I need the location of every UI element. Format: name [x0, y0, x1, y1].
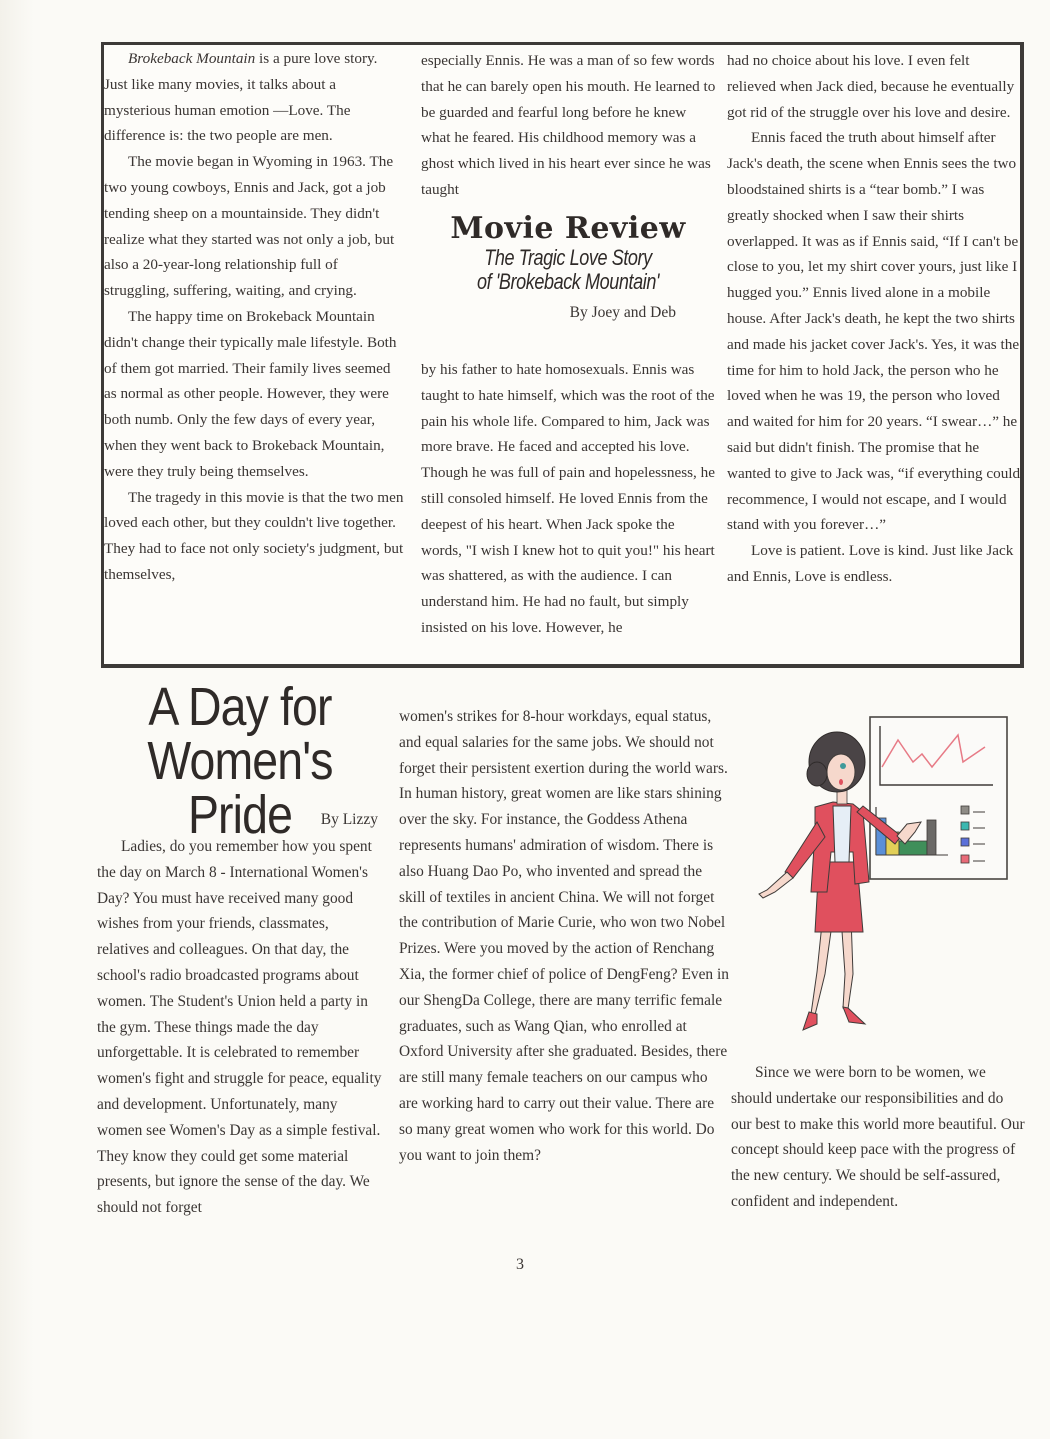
review-paragraph-8: Ennis faced the truth about himself after Jack's death, the scene when Ennis sees the two bloodstained shirts is a “tear bomb.” I was greatly shocked when I saw their shirts overlapped. It was as if Ennis said, “If I can't be close to you, let my shirt cover yours, just like I hugged you.” Ennis lived alone in a mobile house. After Jack's death, he kept the two shirts and made his jacket cover Jack's. Yes, it was the time for him to hold Jack, the person who he loved when he was 19, the person who loved and waited for him for 20 years. “I swear…” he said but didn't finish. The promise that he wanted to give to Jack was, “if everything could recommence, I would not escape, and I would stand with you forever…”	[727, 129, 1021, 534]
review-paragraph-5: especially Ennis. He was a man of so few words that he can barely open his mouth. He learned to be guarded and fearful long before he knew what he feared. His childhood memory was a ghost which lived in his heart ever since he was taught	[421, 52, 716, 198]
movie-review-column-1	[104, 46, 404, 588]
article-subtitle-line-1: The Tragic Love Story	[484, 245, 652, 270]
review-paragraph-3: The happy time on Brokeback Mountain didn't change their typically male lifestyle. Both of them got married. Their family lives seemed as normal as other people. However, they were both numb. Only the few days of every year, when they went back to Brokeback Mountain, were they truly being themselves.	[104, 307, 397, 480]
left-shoe	[803, 1012, 817, 1030]
legend-swatch-pink	[961, 855, 969, 863]
womens-day-column-3	[731, 1060, 1026, 1215]
movie-review-column-3	[727, 48, 1021, 590]
article-subtitle-line-2: of 'Brokeback Mountain'	[477, 269, 659, 294]
womens-day-paragraph-2: women's strikes for 8-hour workdays, equal status, and equal salaries for the same jobs. We should not forget their persistent exertion during the world wars. In human history, great women are like stars shining over the sky. For instance, the Goddess Athena represents humans' admiration of wisdom. There is also Huang Dao Po, who invented and spread the skill of textiles in ancient China. We will not forget the contribution of Marie Curie, who won two Nobel Prizes. Were you moved by the action of Renchang Xia, the former chief of police of DengFeng? Even in our ShengDa College, there are many terrific female graduates, such as Wang Qian, who enrolled at Oxford University after she graduated. Besides, there are still many female teachers on our campus who are working hard to carry out their value. There are so many great women who work for this world. Do you want to join them?	[399, 708, 729, 1164]
review-paragraph-9: Love is patient. Love is kind. Just like Jack and Ennis, Love is endless.	[727, 542, 1014, 585]
left-hand	[759, 872, 793, 898]
movie-review-column-2-top	[421, 48, 717, 203]
review-paragraph-6: by his father to hate homosexuals. Ennis was taught to hate himself, which was the root of the pain his whole life. Compared to him, Jack was more brave. He faced and accepted his love. Though he was full of pain and hopelessness, he still consoled himself. He loved Ennis from the deepest of his heart. When Jack spoke the words, "I wish I knew hot to quit you!" his heart was shattered, as with the audience. I can understand him. He had no fault, but simply insisted on his love. However, he	[421, 361, 715, 636]
legend-swatch-gray	[961, 806, 969, 814]
review-paragraph-7: had no choice about his love. I even felt relieved when Jack died, because he eventually got rid of the struggle over his love and desire.	[727, 52, 1015, 121]
womens-day-paragraph-3: Since we were born to be women, we should undertake our responsibilities and do our best to make this world more beautiful. Our concept should keep pace with the progress of the new century. We should be self-assured, confident and independent.	[731, 1064, 1025, 1210]
review-paragraph-2: The movie began in Wyoming in 1963. The two young cowboys, Ennis and Jack, got a job tending sheep on a mountainside. They didn't realize what they started was not only a job, but also a 20-year-long relationship full of struggling, suffering, waiting, and crying.	[104, 153, 395, 300]
section-title: Movie Review	[450, 211, 686, 246]
blouse	[833, 806, 851, 862]
woman-presenting-chart-illustration	[745, 712, 1020, 1042]
movie-review-header	[420, 212, 716, 322]
movie-review-column-2-bottom	[421, 357, 717, 641]
bar-gray	[927, 820, 936, 855]
legend-swatch-blue	[961, 838, 969, 846]
womens-day-column-2	[399, 704, 729, 1168]
legend-swatch-teal	[961, 822, 969, 830]
womens-day-paragraph-1: Ladies, do you remember how you spent the day on March 8 - International Women's Day? You must have received many good wishes from your friends, classmates, relatives and colleagues. On that day, the school's radio broadcasted programs about women. The Student's Union held a party in the gym. These things made the day unforgettable. It is celebrated to remember women's fight and struggle for peace, equality and development. Unfortunately, many women see Women's Day as a simple festival. They know they could get some material presents, but ignore the sense of the day. We should not forget	[97, 838, 382, 1217]
headline-line-2: Women's Pride	[147, 731, 333, 845]
headline-line-1: A Day for	[148, 677, 332, 737]
womens-day-byline: By Lizzy	[320, 811, 378, 828]
byline: By Joey and Deb	[569, 304, 676, 321]
womens-day-column-1	[97, 834, 382, 1221]
eye	[840, 763, 846, 769]
review-paragraph-1: Brokeback Mountain is a pure love story. Just like many movies, it talks about a mysterious human emotion —Love. The difference is: the two people are men.	[104, 50, 378, 145]
hair-curl	[807, 762, 827, 786]
mouth	[839, 779, 843, 785]
page-number: 3	[516, 1256, 524, 1273]
page-edge	[0, 0, 34, 1439]
right-shoe	[843, 1007, 865, 1024]
film-title-italic: Brokeback Mountain	[128, 50, 256, 67]
review-paragraph-4: The tragedy in this movie is that the two men loved each other, but they couldn't live together. They had to face not only society's judgment, but themselves,	[104, 488, 404, 583]
bar-green	[899, 841, 927, 855]
